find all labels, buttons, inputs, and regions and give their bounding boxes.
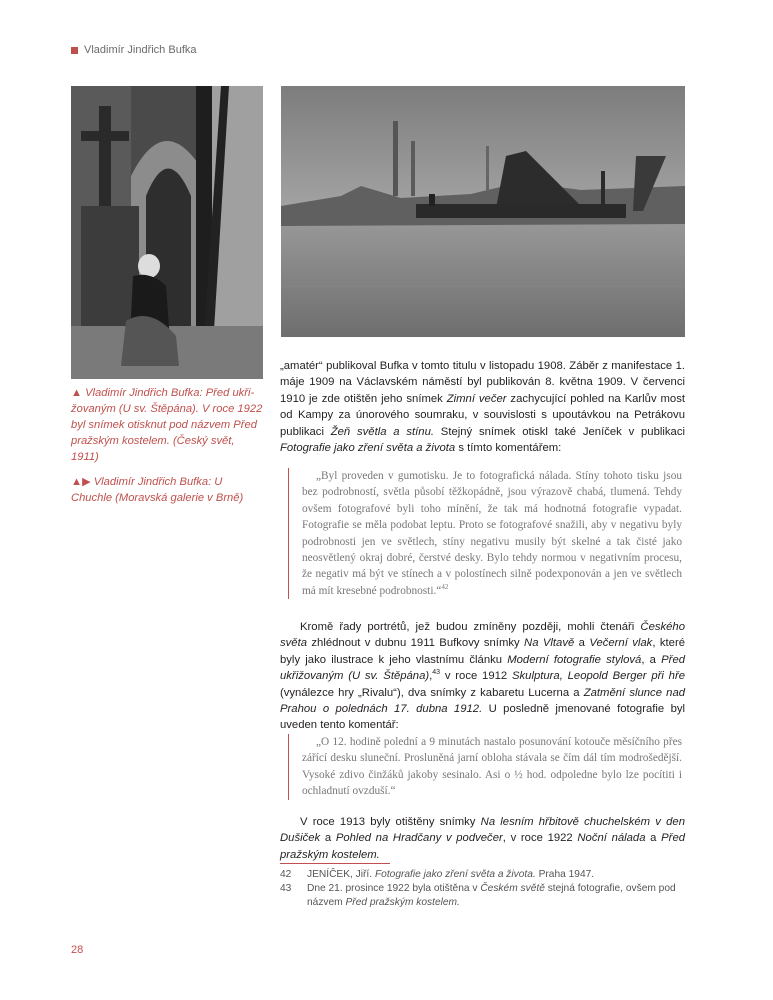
- caption-river: [71, 474, 263, 506]
- footnote-42: [280, 868, 685, 882]
- title-pohled-na-hradcany: Pohled na Hradčany v podvečer: [335, 832, 503, 845]
- footnote-number: 43: [280, 883, 292, 894]
- caption-river-text: Vladimír Jindřich Bufka: U Chuchle (Moravská galerie v Brně): [71, 476, 244, 504]
- title-cesky-svet: Českého světa: [280, 621, 685, 650]
- title-na-vltave: Na Vltavě: [524, 637, 575, 650]
- footnote-ref-43: 43: [432, 669, 441, 677]
- block-quote-2: [288, 734, 682, 800]
- text-run: , které byly jako ilustrace k jeho vlastnímu článku: [280, 637, 685, 666]
- title-lesni-hrbitov: Na lesním hřbitově chuchelském v den Dušiček: [280, 816, 685, 845]
- text-run: stejná fotografie, ovšem pod názvem: [307, 883, 676, 908]
- text-run: zhlédnout v dubnu 1911 Bufkovy snímky: [307, 637, 525, 650]
- text-run: a: [574, 637, 590, 650]
- title-pred-prazskym-kostelem: Před pražským kostelem.: [280, 832, 686, 861]
- text-run: v roce 1912: [440, 670, 512, 683]
- title-skulptura: Skulptura, Leopold Berger při hře: [511, 670, 685, 683]
- footnote-divider: [280, 863, 390, 864]
- footnote-title: Českém světě: [480, 883, 545, 894]
- text-run: JENÍČEK, Jiří.: [307, 869, 375, 880]
- footnote-title: Fotografie jako zření světa a života.: [374, 869, 536, 880]
- running-head: [71, 44, 197, 56]
- arrow-up-right-icon: ▲▶: [71, 476, 91, 488]
- running-head-title: Vladimír Jindřich Bufka: [84, 44, 197, 56]
- text-run: Dne 21. prosince 1922 byla otištěna v: [307, 883, 481, 894]
- block-quote-1: [288, 468, 682, 599]
- footnote-number: 42: [280, 869, 292, 880]
- quote-text: „O 12. hodině polední a 9 minutách nastalo posunování kotouče měsíčního přes zářící desku sluneční. Prosluněná jarní obloha stávala se čím dál tím modrošedější. Vysoké zdivo činžáků jakoby sesinalo. Asi o ½ hod. odpoledne bylo lze pocítiti i ochladnutí ovzduší.“: [302, 736, 682, 798]
- paragraph-2: [280, 619, 685, 734]
- title-zen-svetla: Žeň světla a stínu.: [330, 425, 435, 438]
- photo-river: [281, 86, 685, 337]
- photo-crucifix: [71, 86, 263, 379]
- title-zatmeni-slunce: Zatmění slunce nad Prahou o polednách 17. dubna 1912.: [280, 686, 686, 716]
- text-run: V roce 1913 byly otištěny snímky: [300, 816, 481, 828]
- title-moderni-fotografie: Moderní fotografie stylová: [507, 653, 642, 666]
- text-run: (vynálezce hry „Rivalu“), dva snímky z kabaretu Lucerna a: [280, 686, 584, 699]
- quote-text: „Byl proveden v gumotisku. Je to fotografická nálada. Stíny tohoto tisku jsou bez podrobností, světla působí těžkopádně, jsou výrazově chabá, tlumená. Tehdy ovšem fotografové byli toho mínění, že tak má hodnotná fotografie vypadat. Fotografie se měla podobat leptu. Proto se fotografové snažili, aby v negativu byly podrobnosti jen ve světlech, stíny negativu musily být skelné a tak čisté jako neosvětlený okraj dobré, čerstvé desky. Bylo tehdy normou v negativním procesu, že negativ má být ve stínech a v polostínech silně podexponován a jen ve světlech má mít kresebné podrobnosti.“: [302, 470, 682, 597]
- title-nocni-nalada: Noční nálada: [577, 832, 646, 845]
- title-zimni-vecer: Zimní večer: [446, 392, 507, 405]
- footnotes: [280, 868, 685, 910]
- title-fotografie: Fotografie jako zření světa a života: [280, 442, 456, 455]
- paragraph-1: [280, 358, 685, 456]
- text-run: Kromě řady portrétů, jež budou zmíněny později, mohli čtenáři: [300, 621, 641, 633]
- square-bullet-icon: [71, 47, 78, 54]
- caption-crucifix-text: Vladimír Jindřich Bufka: Před ukřižovaným (U sv. Štěpána). V roce 1922 byl snímek otisknut pod názvem Před pražským kostelem. (Český svět, 1911): [71, 387, 263, 463]
- text-run: ,: [429, 670, 433, 683]
- text-run: a: [645, 832, 662, 845]
- text-run: zachycující pohled na Karlův most od Kampy za únorového soumraku, v souvislosti s upoutávkou na Petrákovu publikaci: [280, 392, 685, 438]
- text-run: s tímto komentářem:: [455, 442, 562, 455]
- text-run: Praha 1947.: [535, 869, 595, 880]
- page-number: 28: [71, 944, 84, 956]
- title-vecerni-vlak: Večerní vlak: [589, 637, 653, 650]
- text-run: U posledně jmenované fotografie byl uveden tento komentář:: [280, 703, 686, 732]
- text-run: „amatér“ publikoval Bufka v tomto titulu v listopadu 1908. Záběr z manifestace 1. máje 1909 na Václavském náměstí byl publikován 8. května 1909. V červenci 1910 je zde otištěn jeho snímek: [280, 360, 685, 405]
- footnote-43: [280, 882, 685, 910]
- arrow-up-icon: ▲: [71, 387, 83, 399]
- text-run: , a: [641, 653, 662, 666]
- title-pred-ukrizovanym: Před ukřižovaným (U sv. Štěpána): [280, 653, 686, 683]
- caption-crucifix: [71, 385, 263, 465]
- text-run: a: [320, 832, 336, 845]
- footnote-ref-42: 42: [441, 583, 449, 592]
- footnote-title: Před pražským kostelem.: [345, 897, 460, 908]
- paragraph-3: [280, 814, 685, 863]
- text-run: , v roce 1922: [502, 832, 578, 845]
- text-run: Stejný snímek otiskl také Jeníček v publikaci: [434, 425, 685, 438]
